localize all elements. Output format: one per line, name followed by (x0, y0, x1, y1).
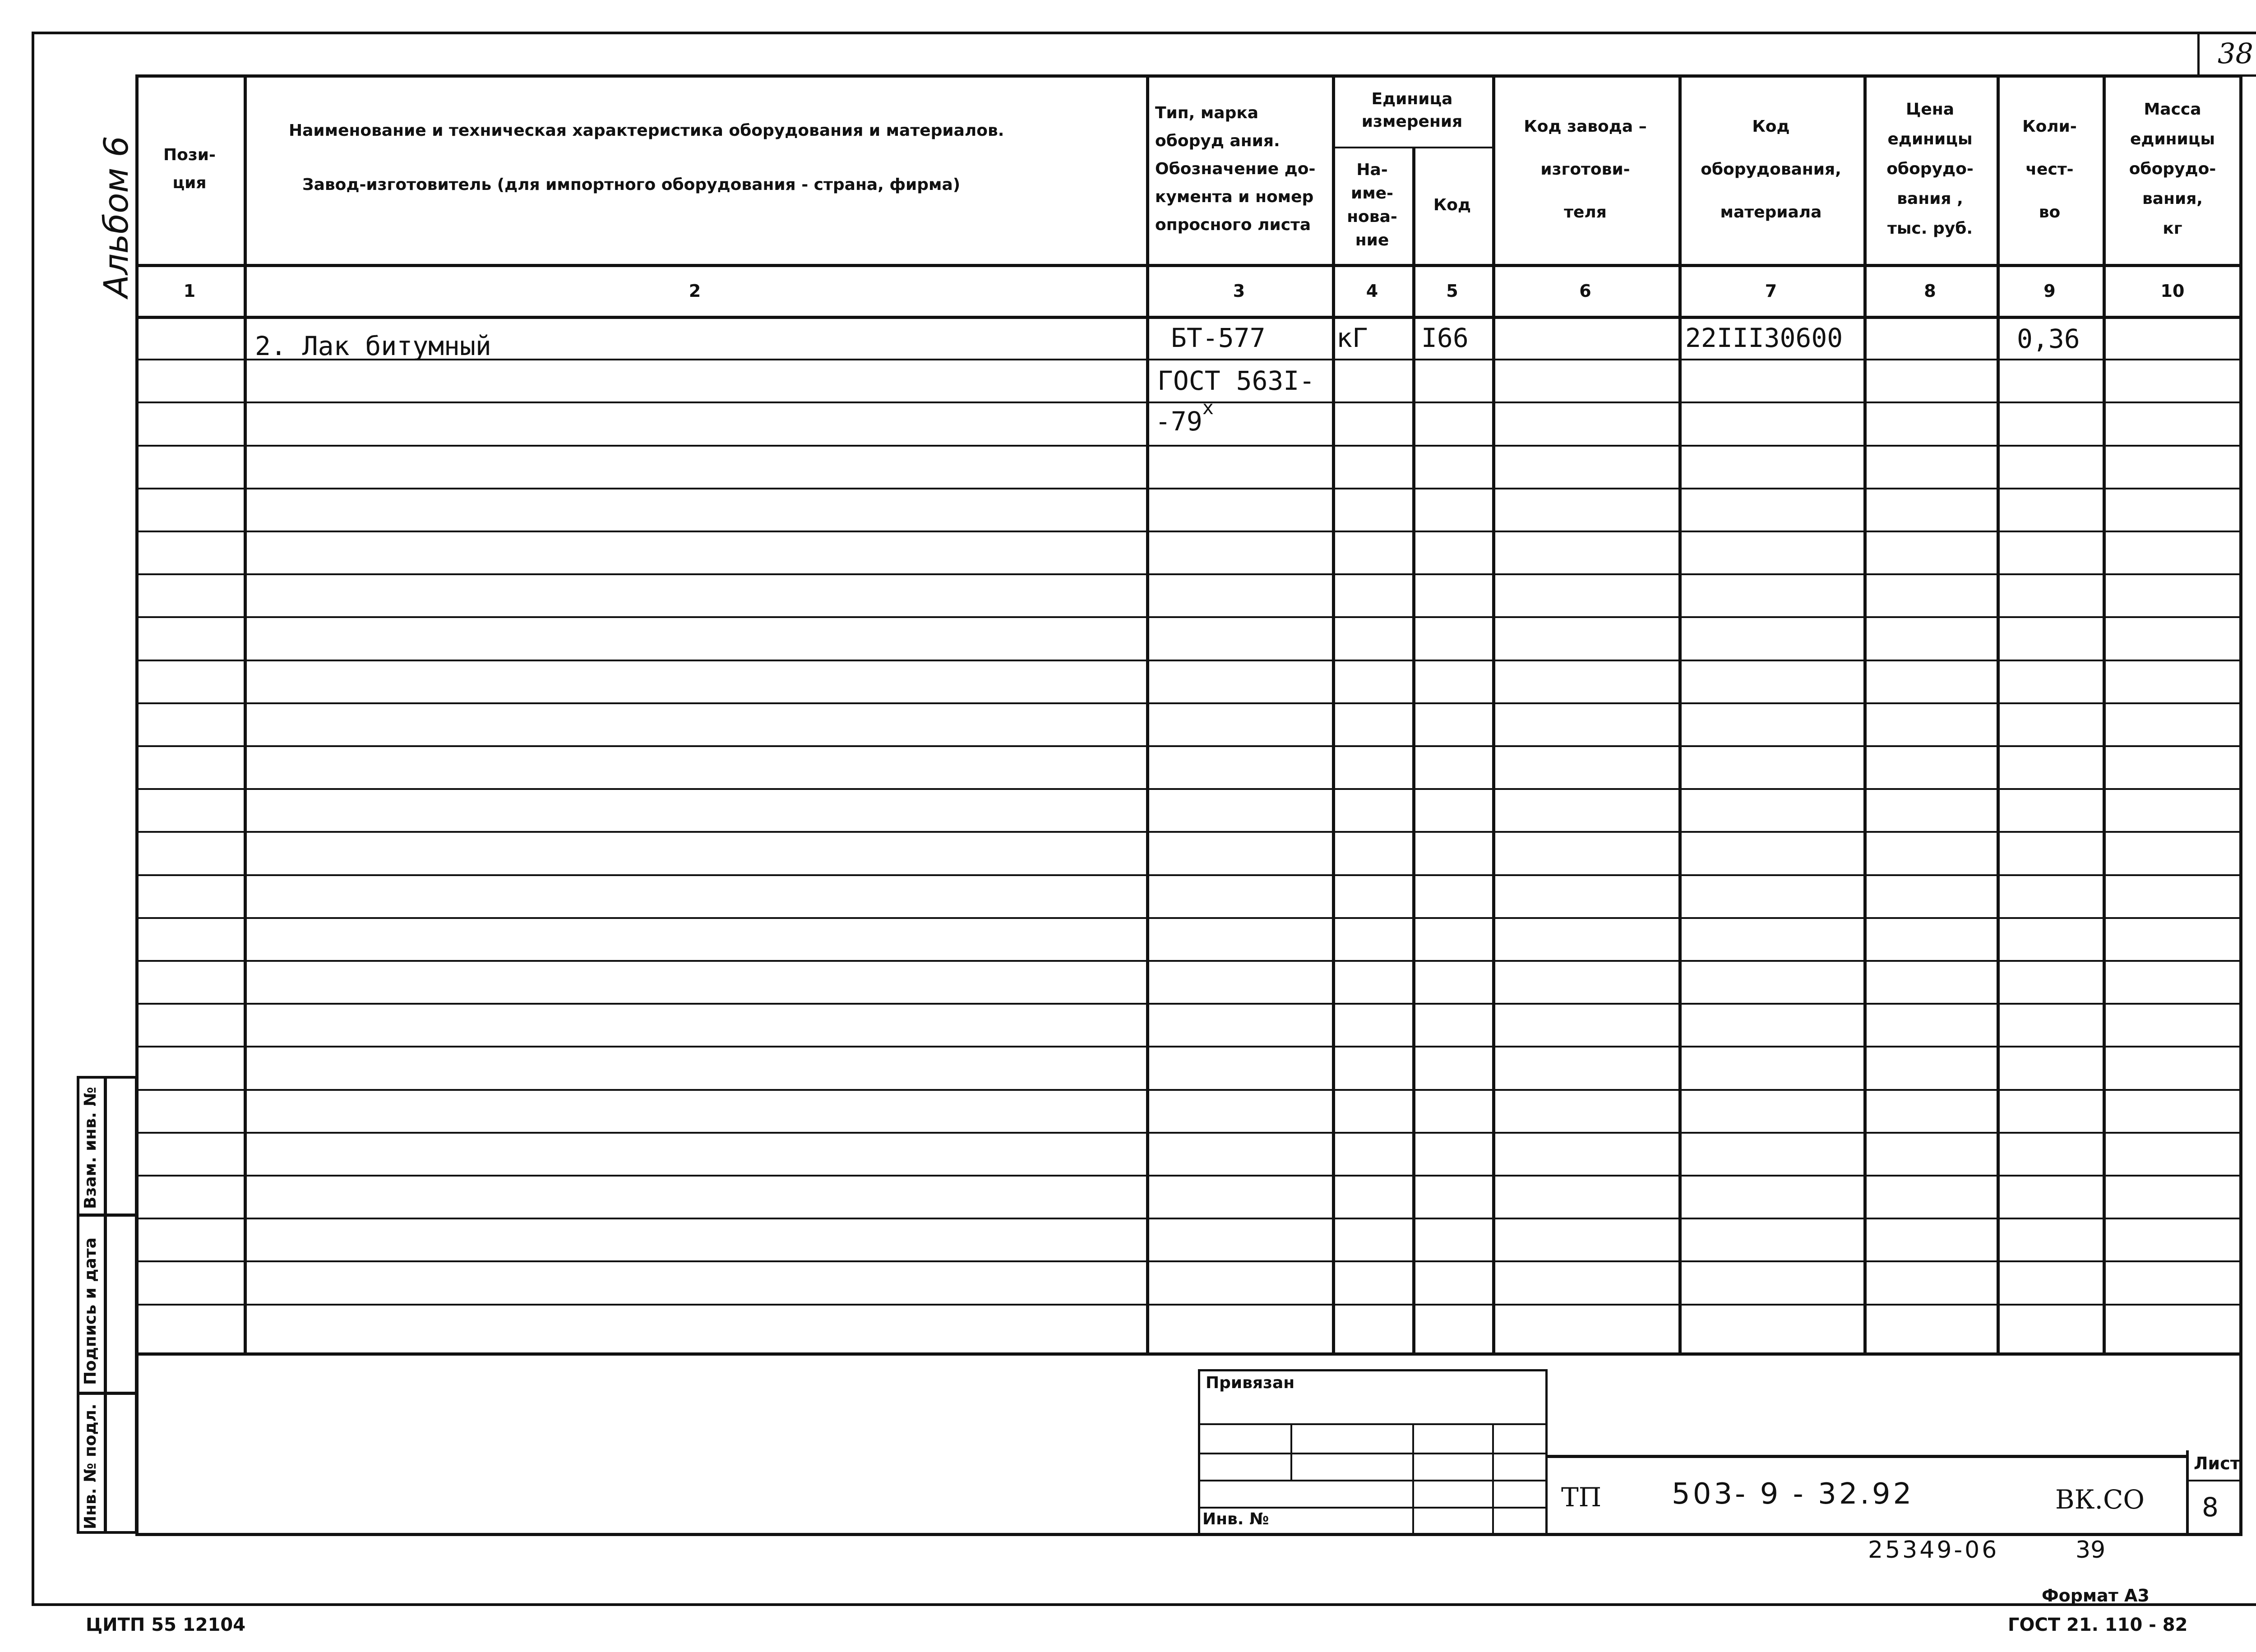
side-stamp-podpis: Подпись и дата (81, 1237, 100, 1385)
table-row-line (135, 660, 2242, 661)
row-unit-code: I66 (1421, 323, 1469, 353)
tp-label: ТП (1561, 1482, 1602, 1513)
side-stamp-inv-podl: Инв. № подл. (81, 1403, 100, 1529)
privyazan-line-3 (1198, 1480, 1548, 1481)
table-row-line (135, 488, 2242, 489)
table-row-line (135, 616, 2242, 618)
side-stamp-line-2 (77, 1392, 138, 1395)
album-label: Альбом 6 (97, 136, 136, 298)
table-row-line (135, 788, 2242, 790)
org-label: ЦИТП 55 12104 (86, 1615, 246, 1635)
table-row-line (135, 445, 2242, 447)
col-number-7: 7 (1765, 281, 1777, 301)
col-number-6: 6 (1579, 281, 1591, 301)
table-row-line (135, 1260, 2242, 1262)
table-row-line (135, 702, 2242, 704)
row-name: 2. Лак битумный (255, 331, 491, 361)
col-number-2: 2 (689, 281, 701, 301)
table-row-line (135, 1304, 2242, 1306)
gost-label: ГОСТ 21. 110 - 82 (2008, 1615, 2188, 1635)
table-row-line (135, 1089, 2242, 1091)
row-type-line3 (1155, 396, 1214, 437)
header-equipment-code: Код оборудования, материала (1701, 117, 1841, 221)
table-row-line (135, 874, 2242, 876)
doc-code: ВК.СО (2055, 1484, 2145, 1515)
table-row-line (135, 1046, 2242, 1047)
col-line-4 (1412, 147, 1415, 1356)
list-box-line (2186, 1480, 2242, 1481)
row-quantity: 0,36 (2017, 323, 2080, 354)
row-type-line3-text: -79 (1155, 406, 1202, 437)
side-stamp-vzam: Взам. инв. № (81, 1087, 100, 1209)
privyazan-vline-3 (1492, 1423, 1494, 1536)
table-row-line (135, 1218, 2242, 1219)
header-position: Пози- ция (163, 146, 216, 192)
privyazan-label: Привязан (1206, 1374, 1295, 1392)
doc-number: 503- 9 - 32.92 (1672, 1477, 1914, 1511)
list-label: Лист (2194, 1454, 2240, 1473)
privyazan-vline-2 (1412, 1423, 1414, 1536)
header-quantity: Коли- чест- во (2022, 117, 2077, 221)
header-type: Тип, марка оборуд ания. Обозначение до- кумента и номер опросного листа (1155, 104, 1316, 234)
header-name-line1: Наименование и техническая характеристика оборудования и материалов. (289, 121, 1004, 140)
row-material-code: 22III30600 (1685, 323, 1843, 353)
privyazan-line-4 (1198, 1507, 1548, 1509)
row-type-line1: БТ-577 (1171, 323, 1266, 353)
table-row-line (135, 960, 2242, 962)
header-unit-name: На- име- нова- ние (1347, 161, 1397, 249)
list-number: 8 (2202, 1492, 2219, 1523)
col-number-3: 3 (1233, 281, 1245, 301)
header-mass: Масса единицы оборудо- вания, кг (2129, 100, 2216, 238)
table-row-line (135, 573, 2242, 575)
numbers-bottom-line (135, 316, 2242, 319)
table-row-line (135, 745, 2242, 747)
header-maker-code: Код завода – изготови- теля (1524, 117, 1647, 221)
format-label: Формат А3 (2042, 1586, 2150, 1606)
table-row-line (135, 1175, 2242, 1177)
col-number-10: 10 (2160, 281, 2185, 301)
table-row-line (135, 401, 2242, 403)
col-number-9: 9 (2043, 281, 2056, 301)
row-unit: кГ (1336, 323, 1368, 353)
title-block (135, 1347, 2242, 1536)
privyazan-vline-1 (1290, 1423, 1292, 1480)
privyazan-line-2 (1198, 1453, 1548, 1454)
header-name-line2: Завод-изготовитель (для импортного оборудования - страна, фирма) (302, 175, 961, 194)
header-unit-code: Код (1433, 196, 1471, 214)
privyazan-line-1 (1198, 1423, 1548, 1425)
col-number-1: 1 (183, 281, 196, 301)
order-sheet: 39 (2076, 1537, 2106, 1564)
table-row-line (135, 531, 2242, 532)
table-row-line (135, 831, 2242, 833)
doc-row-top-line (1548, 1455, 2188, 1458)
side-stamp-line-1 (77, 1214, 138, 1217)
side-stamp-inner-line (104, 1076, 107, 1534)
sheet-corner-number: 38 (2218, 37, 2253, 70)
order-number: 25349-06 (1868, 1537, 1999, 1564)
table-row-line (135, 1132, 2242, 1134)
col-number-8: 8 (1924, 281, 1936, 301)
table-row-line (135, 1003, 2242, 1005)
row-type-line2: ГОСТ 563I- (1157, 365, 1315, 396)
header-price: Цена единицы оборудо- вания , тыс. руб. (1886, 100, 1974, 238)
table-row-line (135, 917, 2242, 919)
inv-no-label: Инв. № (1202, 1510, 1269, 1528)
header-unit-group: Единица измерения (1361, 90, 1463, 131)
col-number-4: 4 (1366, 281, 1378, 301)
row-type-sup: x (1202, 396, 1214, 419)
col-number-5: 5 (1446, 281, 1458, 301)
